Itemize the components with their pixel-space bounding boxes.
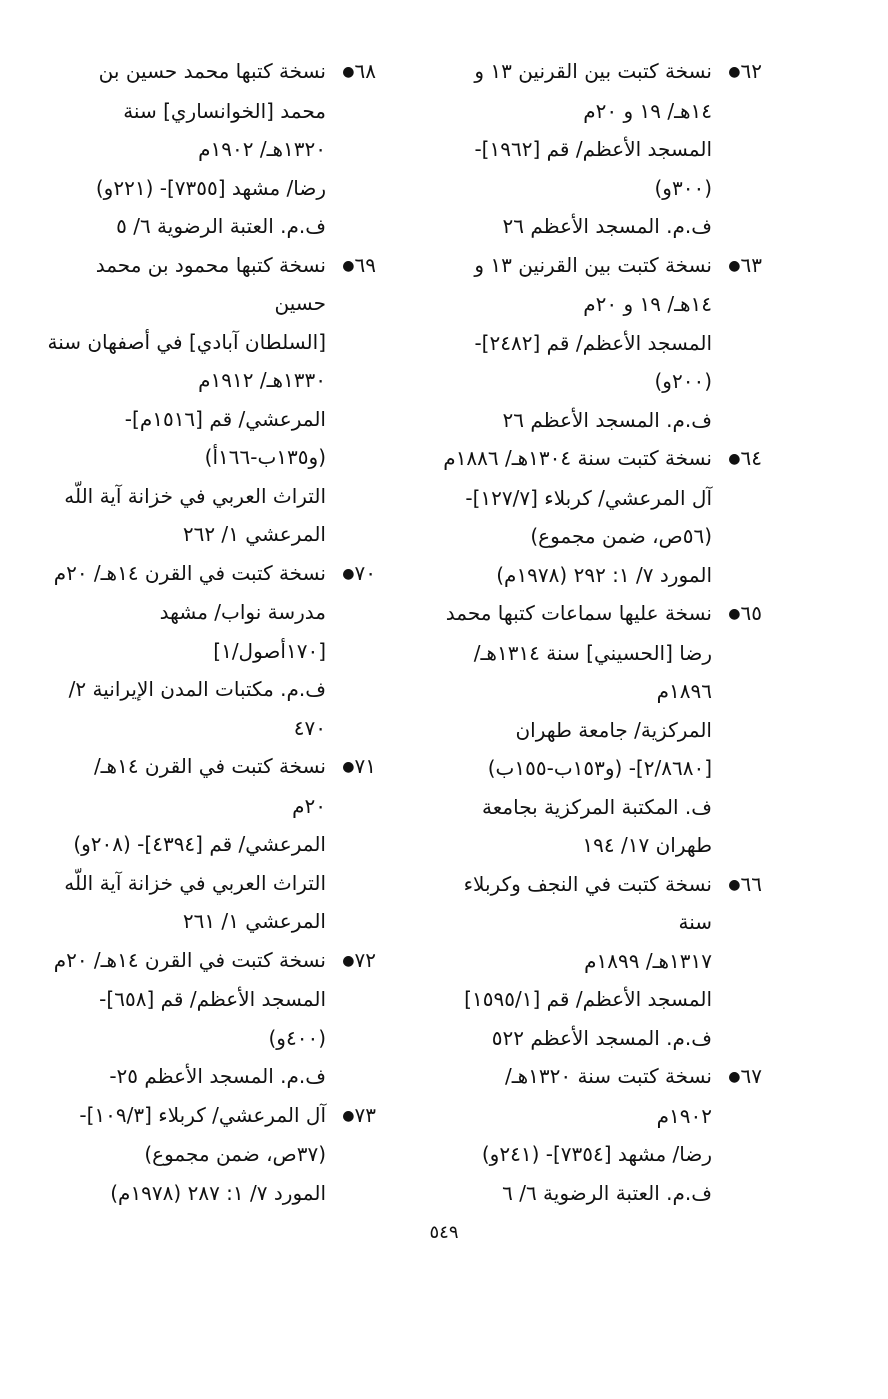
entry-number-text: ٧٠ [354, 560, 376, 585]
entry-number [326, 1096, 376, 1136]
entry [432, 594, 762, 865]
entry-line: المسجد الأعظم/ قم [٦٥٨]- [99, 987, 326, 1011]
entry-head [432, 52, 762, 92]
page-number: ٥٤٩ [429, 1222, 459, 1243]
entry-line: ف. المكتبة المركزية بجامعة [482, 794, 712, 819]
bullet-icon: ● [728, 451, 741, 467]
entry-number-text: ٦٥ [740, 601, 762, 625]
entry-head [46, 554, 376, 594]
bullet-icon: ● [728, 1069, 741, 1085]
entry-line: نسخة كتبت بين القرنين ١٣ و [474, 252, 712, 277]
entry-line: المسجد الأعظم/ قم [٢٤٨٢]- [474, 330, 712, 355]
entry-line: ١٣٣٠هـ/ ١٩١٢م [198, 368, 326, 392]
entry-number [326, 246, 376, 286]
entry-line: [السلطان آبادي] في أصفهان سنة [47, 329, 326, 354]
entry-line: المسجد الأعظم/ قم [١٩٦٢]- [474, 137, 712, 161]
entry-line: نسخة عليها سماعات كتبها محمد [445, 601, 712, 625]
entry-line: طهران ١٧/ ١٩٤ [582, 833, 712, 857]
entry-line: التراث العربي في خزانة آية اللّه [64, 483, 326, 508]
entry [46, 554, 376, 748]
entry-line: نسخة كتبت بين القرنين ١٣ و [474, 59, 712, 83]
entry-line: نسخة كتبت سنة ١٣٠٤هـ/ ١٨٨٦م [443, 446, 712, 470]
entry-line: ١٤هـ/ ١٩ و ٢٠م [583, 98, 712, 123]
entry-number [712, 246, 762, 286]
entry-head [432, 865, 762, 942]
entry-line: ف.م. العتبة الرضوية ٦/ ٥ [116, 214, 326, 238]
entry-number [326, 747, 376, 787]
entry-line: [١٧٠أصول/١] [213, 638, 326, 663]
entry-line: آل المرعشي/ كربلاء [١٢٧/٧]- [465, 485, 712, 510]
entry-number-text: ٦٧ [740, 1064, 762, 1088]
entry-number [712, 52, 762, 92]
entry-head [432, 594, 762, 634]
entry [432, 439, 762, 594]
entry-number-text: ٦٢ [740, 59, 762, 83]
bullet-icon: ● [342, 759, 355, 775]
entry-line: (٣٠٠و) [654, 175, 712, 200]
entry-head [46, 941, 376, 981]
entry-number-text: ٦٩ [354, 252, 376, 277]
entry-line: ٢٠م [292, 793, 326, 818]
entry-line: التراث العربي في خزانة آية اللّه [64, 870, 326, 895]
entry-number [326, 554, 376, 594]
left-column [46, 52, 376, 1212]
entry-head [432, 439, 762, 479]
entry [432, 52, 762, 246]
bullet-icon: ● [728, 606, 741, 622]
entry-line: ف.م. المسجد الأعظم ٢٥- [109, 1064, 326, 1088]
entry-line: آل المرعشي/ كربلاء [١٠٩/٣]- [79, 1102, 326, 1127]
entry-number [712, 439, 762, 479]
entry-line: (٥٦ص، ضمن مجموع) [530, 524, 712, 548]
entry-line: ف.م. المسجد الأعظم ٢٦ [502, 407, 712, 432]
entry-line: (و١٣٥ب-١٦٦أ) [204, 445, 326, 469]
entry-head [46, 52, 376, 92]
entry-number [712, 865, 762, 905]
bullet-icon: ● [728, 876, 741, 893]
entry-line: نسخة كتبت في النجف وكربلاء سنة [463, 871, 712, 934]
bullet-icon: ● [342, 64, 355, 80]
entry-number-text: ٦٦ [740, 871, 762, 896]
entry-line: نسخة كتبت في القرن ١٤هـ/ [93, 754, 326, 778]
entry-number-text: ٦٨ [354, 59, 376, 83]
entry-line: المورد ٧/ ١: ٢٩٢ (١٩٧٨م) [496, 562, 712, 587]
entry-number [326, 941, 376, 981]
entry-line: ف.م. العتبة الرضوية ٦/ ٦ [502, 1180, 712, 1205]
bullet-icon: ● [342, 952, 355, 969]
entry-line: رضا/ مشهد [٧٣٥٥]- (٢٢١و) [95, 175, 326, 200]
entry-line: نسخة كتبها محمود بن محمد حسين [95, 252, 326, 315]
entry-line: ١٣٢٠هـ/ ١٩٠٢م [198, 137, 326, 161]
entry-number-text: ٧٢ [354, 947, 376, 972]
entry [432, 1057, 762, 1212]
bullet-icon: ● [728, 64, 741, 80]
entry-line: ف.م. مكتبات المدن الإيرانية ٢/ [68, 677, 326, 701]
entry-head [432, 246, 762, 286]
entry-line: رضا [الحسيني] سنة ١٣١٤هـ/ [473, 640, 712, 665]
entry-number [712, 1057, 762, 1097]
entry-line: نسخة كتبت في القرن ١٤هـ/ ٢٠م [53, 947, 326, 972]
entry-line: (٢٠٠و) [654, 369, 712, 393]
entry-line: ف.م. المسجد الأعظم ٢٦ [502, 214, 712, 238]
entry-line: المورد ٧/ ١: ٢٨٧ (١٩٧٨م) [110, 1180, 326, 1205]
entry-line: رضا/ مشهد [٧٣٥٤]- (٢٤١و) [481, 1142, 712, 1166]
entry-head [46, 1096, 376, 1136]
right-column [432, 52, 762, 1212]
entry-number [712, 594, 762, 634]
entry-head [46, 246, 376, 323]
entry [432, 865, 762, 1058]
entry-line: ١٨٩٦م [656, 679, 712, 703]
entry-number-text: ٦٤ [740, 446, 762, 470]
entry-number-text: ٧١ [354, 754, 376, 778]
entry-line: المركزية/ جامعة طهران [515, 717, 712, 742]
entry [46, 941, 376, 1096]
entry-line: (٣٧ص، ضمن مجموع) [144, 1142, 326, 1166]
entry-head [432, 1057, 762, 1097]
entry-line: المرعشي ١/ ٢٦١ [182, 909, 326, 933]
entry-line: المرعشي ١/ ٢٦٢ [182, 522, 326, 546]
entry-line: المرعشي/ قم [١٥١٦م]- [124, 406, 326, 431]
entry [46, 747, 376, 941]
entry-line: ٤٧٠ [293, 715, 326, 740]
entry-line: ف.م. المسجد الأعظم ٥٢٢ [491, 1025, 712, 1050]
entry-line: ١٤هـ/ ١٩ و ٢٠م [583, 292, 712, 316]
entry [432, 246, 762, 440]
entry-line: ١٩٠٢م [656, 1103, 712, 1128]
entry-line: نسخة كتبت في القرن ١٤هـ/ ٢٠م [53, 560, 326, 585]
entry [46, 1096, 376, 1213]
entry-head [46, 747, 376, 787]
bullet-icon: ● [342, 565, 355, 582]
entry-line: [٢/٨٦٨٠]- (و١٥٣ب-١٥٥ب) [487, 756, 712, 780]
bullet-icon: ● [728, 257, 741, 274]
entry-line: مدرسة نواب/ مشهد [159, 600, 326, 624]
entry-line: محمد [الخوانساري] سنة [123, 98, 326, 123]
entry-line: ١٣١٧هـ/ ١٨٩٩م [584, 948, 712, 973]
entry [46, 246, 376, 554]
bullet-icon: ● [342, 1107, 355, 1124]
entry-line: المسجد الأعظم/ قم [١٥٩٥/١] [464, 987, 712, 1011]
entry-number-text: ٦٣ [740, 252, 762, 277]
entry-line: (٤٠٠و) [268, 1025, 326, 1050]
entry-line: المرعشي/ قم [٤٣٩٤]- (٢٠٨و) [73, 832, 326, 856]
entry-number-text: ٧٣ [354, 1102, 376, 1127]
entry-line: نسخة كتبها محمد حسين بن [98, 59, 326, 83]
bullet-icon: ● [342, 257, 355, 274]
entry-number [326, 52, 376, 92]
entry [46, 52, 376, 246]
entry-line: نسخة كتبت سنة ١٣٢٠هـ/ [505, 1064, 712, 1088]
